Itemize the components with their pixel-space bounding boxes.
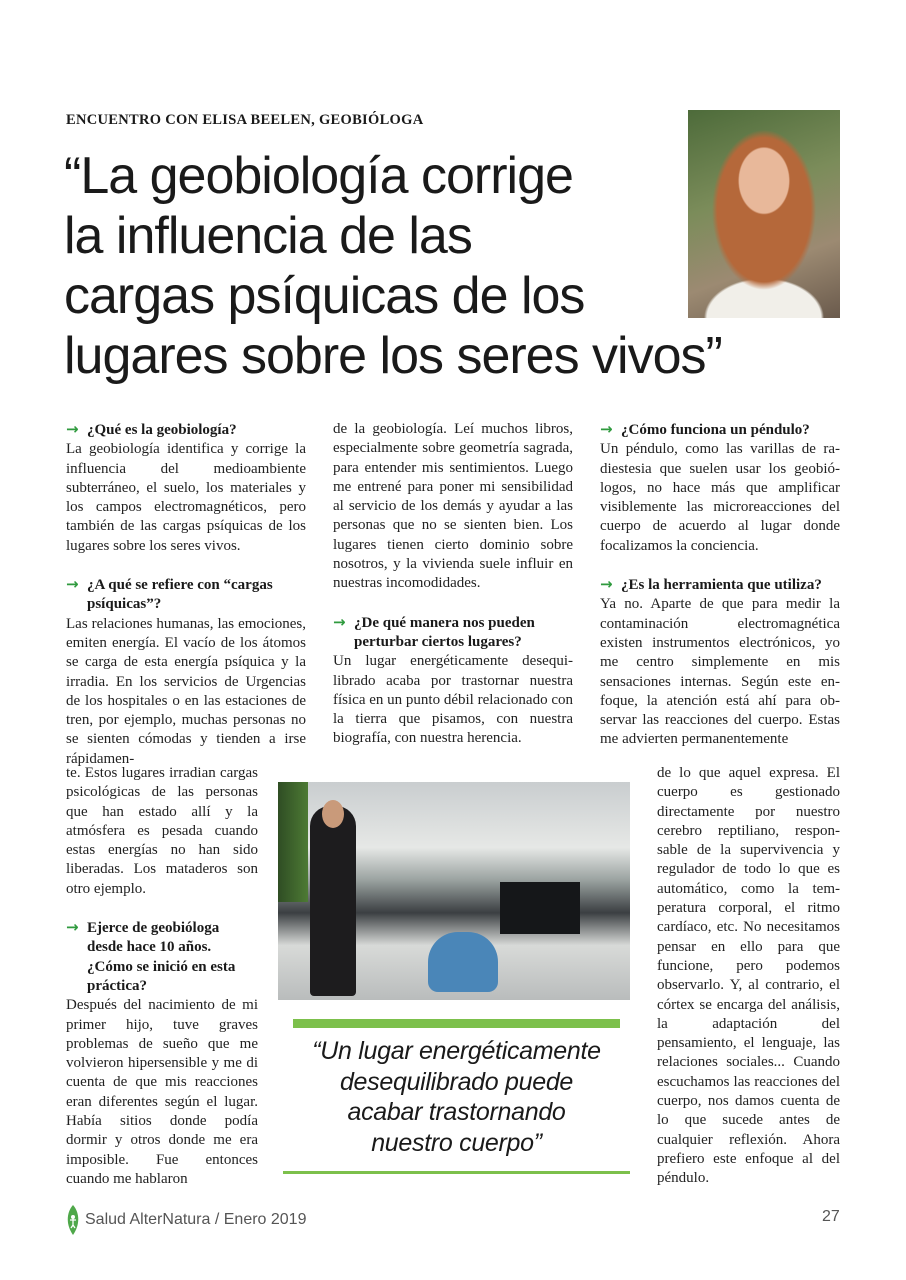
page-number: 27 [822, 1208, 840, 1225]
pull-quote-line: desequilibrado puede [339, 1067, 574, 1096]
arrow-icon: → [333, 612, 346, 631]
question-heading [66, 575, 306, 615]
person-figure [310, 806, 356, 996]
headline-line: lugares sobre los seres vivos” [64, 327, 722, 385]
pull-quote-line: nuestro cuerpo” [371, 1128, 542, 1157]
column-left-bottom [66, 764, 258, 1189]
question-heading [600, 575, 840, 595]
pull-quote [283, 1036, 630, 1158]
person-head [322, 800, 344, 828]
plant [278, 782, 308, 902]
arrow-icon: → [66, 575, 79, 594]
answer-text: Un lugar energéticamente desequilibrado acaba por trastornar nuestra física en un punto débil relacionado con la tierra que pisamos, con nuestra biografía, con nuestra herencia. [333, 653, 573, 747]
answer-text: Las relaciones humanas, las emociones, emiten energía. El vacío de los átomos se carga de esta energía psíquica y la irradia. En los servicios de Urgencias de los hospitales o en las estaciones de tren, por ejemplo, muchas personas no se sienten cómodas y tienden a irse rápidamen- [66, 615, 306, 767]
answer-text: Ya no. Aparte de que para medir la contaminación electromagnética existen instrumentos electrónicos, yo me centro simplemente en mis sensaciones internas. Según este enfoque, la atención está ahí para observar las reacciones del cuerpo. Estas me advierten permanentemente [600, 596, 840, 748]
monitor [500, 882, 580, 934]
question-heading [600, 420, 840, 440]
pull-quote-top-bar [293, 1019, 620, 1028]
headline-line: cargas psíquicas de los [64, 267, 585, 325]
portrait-photo [688, 110, 840, 318]
arrow-icon: → [66, 918, 79, 937]
question-text: ¿A qué se refiere con “cargas psíquicas”? [87, 577, 273, 613]
question-heading [333, 613, 573, 653]
question-text: ¿Es la herramienta que utiliza? [621, 577, 822, 594]
article-kicker: ENCUENTRO CON ELISA BEELEN, GEOBIÓLOGA [66, 112, 424, 128]
question-heading [66, 420, 306, 440]
pull-quote-line: “Un lugar energéticamente [312, 1037, 601, 1065]
answer-text: Después del nacimiento de mi primer hijo, tuve graves problemas de sueño que me volvieron hipersensible y me di cuenta de que mis reacciones eran diferentes según el lugar. Había sitios donde podía dormir y otros donde me era imposible. Fue entonces cuando me hablaron [66, 997, 258, 1187]
chair [428, 932, 498, 992]
column-right-bottom [657, 764, 840, 1189]
answer-text: de la geobiología. Leí muchos libros, especialmente sobre geometría sagrada, para entender mis sentimientos. Luego me entrené para poner mi sensibilidad al servicio de los demás y ayudar a las personas que no se sienten bien. Los lugares tienen cierto dominio sobre nosotros, y la vivienda suele influir en nuestras incomodidades. [333, 421, 573, 592]
office-photo [278, 782, 630, 1000]
arrow-icon: → [66, 420, 79, 438]
question-text: ¿Cómo funciona un péndulo? [621, 422, 810, 438]
answer-text: Un péndulo, como las varillas de radiestesia que suelen usar los geobiólogos, no hace más que amplificar visiblemente las microreacciones del cuerpo de acuerdo al lugar donde focalizamos la conciencia. [600, 441, 840, 554]
arrow-icon: → [600, 420, 613, 438]
question-text: Ejerce de geobióloga desde hace 10 años. ¿Cómo se inició en esta práctica? [87, 920, 236, 994]
pull-quote-bottom-rule [283, 1171, 630, 1174]
column-right-top [600, 420, 840, 750]
answer-text: de lo que aquel expresa. El cuerpo es gestionado directamente por nuestro cerebro reptiliano, responsable de la supervivencia y regulador de todo lo que es automático, como la temperatura corporal, el ritmo cardíaco, etc. No necesitamos pensar en ello para que funcione, pero podemos observarlo. Y, al contrario, el córtex se encarga del análisis, la adaptación del pensamiento, el lenguaje, las relaciones sociales... Cuando escuchamos las reacciones del cuerpo, nos damos cuenta de lo que sucede antes de cualquier reflexión. Ahora prefiero este enfoque al del péndulo. [657, 765, 840, 1187]
arrow-icon: → [600, 575, 613, 594]
footer [66, 1205, 306, 1235]
headline [64, 146, 784, 386]
headline-line: “La geobiología corrige [64, 147, 573, 205]
pull-quote-line: acabar trastornando [347, 1098, 566, 1126]
question-text: ¿Qué es la geobiología? [87, 422, 237, 438]
leaf-logo-icon [66, 1205, 80, 1235]
headline-line: la influencia de las [64, 207, 472, 265]
answer-text: La geobiología identifica y corrige la influencia del medioambiente subterráneo, el suelo, los materiales y los campos electromagnéticos, pero también de las cargas psíquicas de los lugares sobre los seres vivos. [66, 441, 306, 554]
publication-name: Salud AlterNatura / Enero 2019 [85, 1211, 307, 1228]
question-text: ¿De qué manera nos pueden perturbar ciertos lugares? [354, 614, 535, 650]
question-heading [66, 918, 258, 996]
answer-text: te. Estos lugares irradian cargas psicológicas de las personas que han estado allí y la atmósfera es pesada cuando estas energías no han sido liberadas. Los mataderos son otro ejemplo. [66, 765, 258, 897]
column-left-top [66, 420, 306, 769]
column-middle [333, 420, 573, 749]
